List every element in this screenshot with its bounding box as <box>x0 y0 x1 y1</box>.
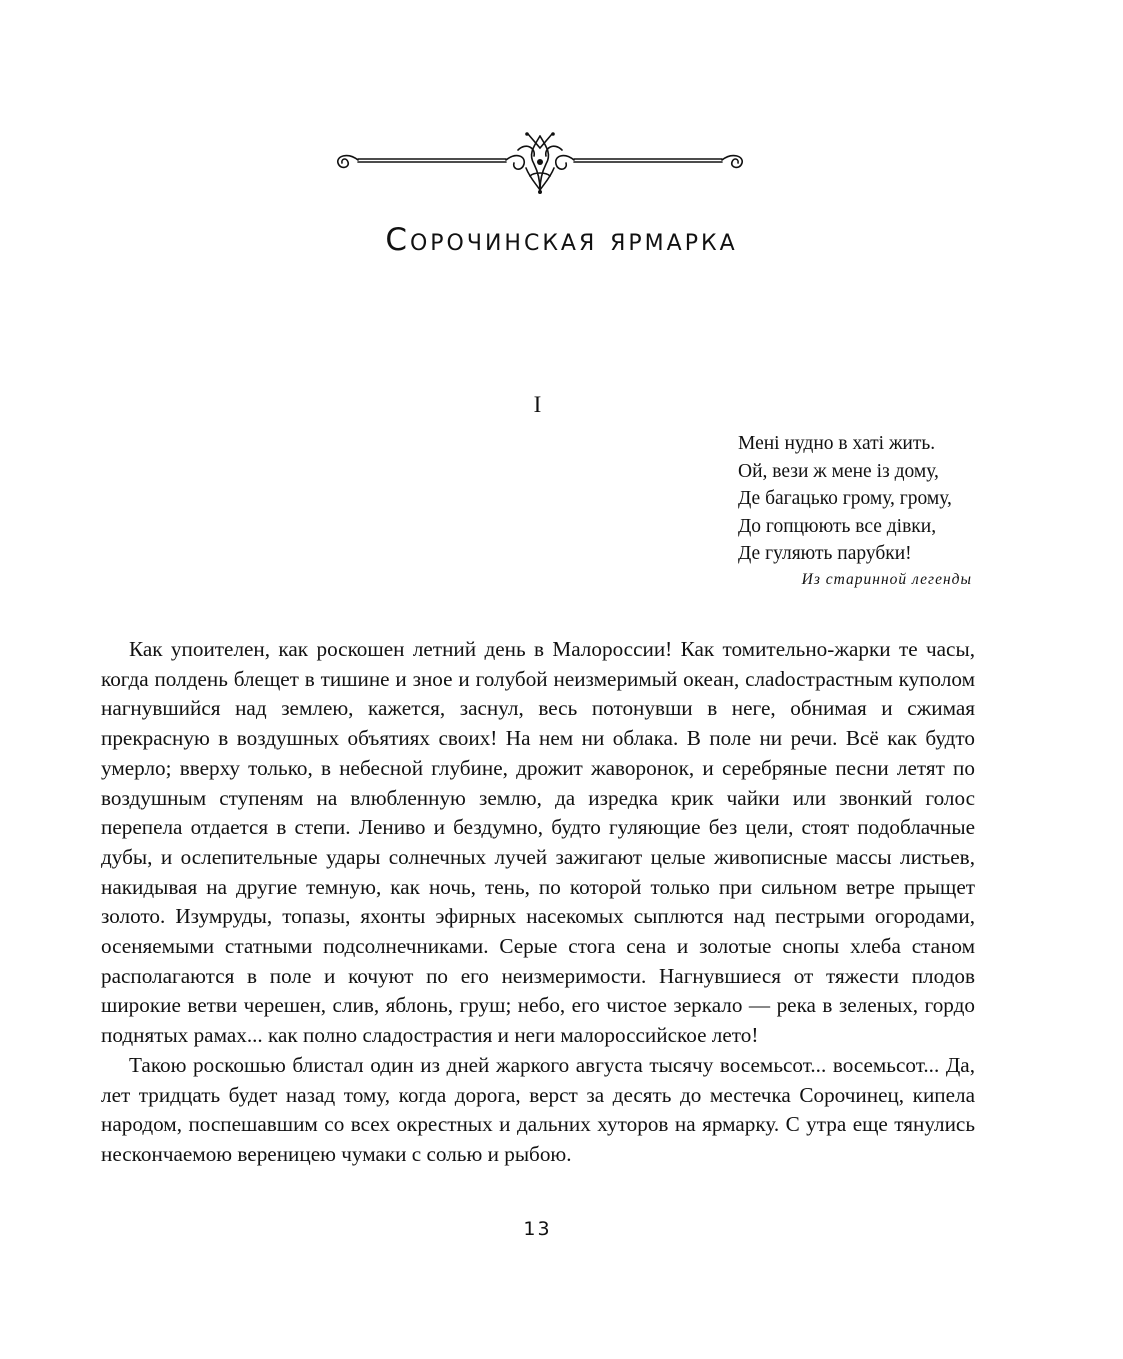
paragraph: Как упоителен, как роскошен летний день в Малороссии! Как томительно-жарки те часы, когда полдень блещет в тишине и зное и голубой неизмеримый океан, слаdострастным куполом нагнувшийся над землею, кажется, заснул, весь потонувши в неге, обнимая и сжимая прекрасную в воздушных объятиях своих! На нем ни облака. В поле ни речи. Всё как будто умерло; вверху только, в небесной глубине, дрожит жаворонок, и серебряные песни летят по воздушным ступеням на влюбленную землю, да изредка крик чайки или звонкий голос перепела отдается в степи. Лениво и бездумно, будто гуляющие без цели, стоят подоблачные дубы, и ослепительные удары солнечных лучей зажигают целые живописные массы листьев, накидывая на другие темную, как ночь, тень, по которой только при сильном ветре прыщет золото. Изумруды, топазы, яхонты эфирных насекомых сыплются над пестрыми огородами, осеняемыми статными подсолнечниками. Серые стога сена и золотые снопы хлеба станом располагаются в поле и кочуют по его неизмеримости. Нагнувшиеся от тяжести плодов широкие ветви черешен, слив, яблонь, груш; небо, его чистое зеркало — река в зеленых, гордо поднятых рамах... как полно сладострастия и неги малороссийское лето! <box>101 637 975 1048</box>
epigraph-line: Мені нудно в хаті жить. <box>738 433 936 454</box>
page-number: 13 <box>523 1218 552 1240</box>
chapter-number: I <box>533 392 542 417</box>
epigraph-line: Ой, вези ж мене із дому, <box>738 460 939 482</box>
body-text <box>101 635 975 1170</box>
paragraph: Такою роскошью блистал один из дней жаркого августа тысячу восемьсот... восемьсот... Да, лет тридцать будет назад тому, когда дорога, верст за десять до местечка Сорочинец, кипела народом, поспешавшим со всех окрестных и дальних хуторов на ярмарку. С утра еще тянулись нескончаемою вереницею чумаки с солью и рыбою. <box>101 1052 975 1166</box>
epigraph-line: Де гуляють парубки! <box>738 543 912 564</box>
epigraph-line: Де багацько грому, грому, <box>738 488 952 509</box>
epigraph-line: До гопцюють все дівки, <box>738 515 937 537</box>
page-title: Сорочинская ярмарка <box>385 222 738 258</box>
epigraph-source: Из старинной легенды <box>801 570 972 588</box>
epigraph <box>738 430 978 592</box>
ornament-divider-icon <box>330 128 750 198</box>
